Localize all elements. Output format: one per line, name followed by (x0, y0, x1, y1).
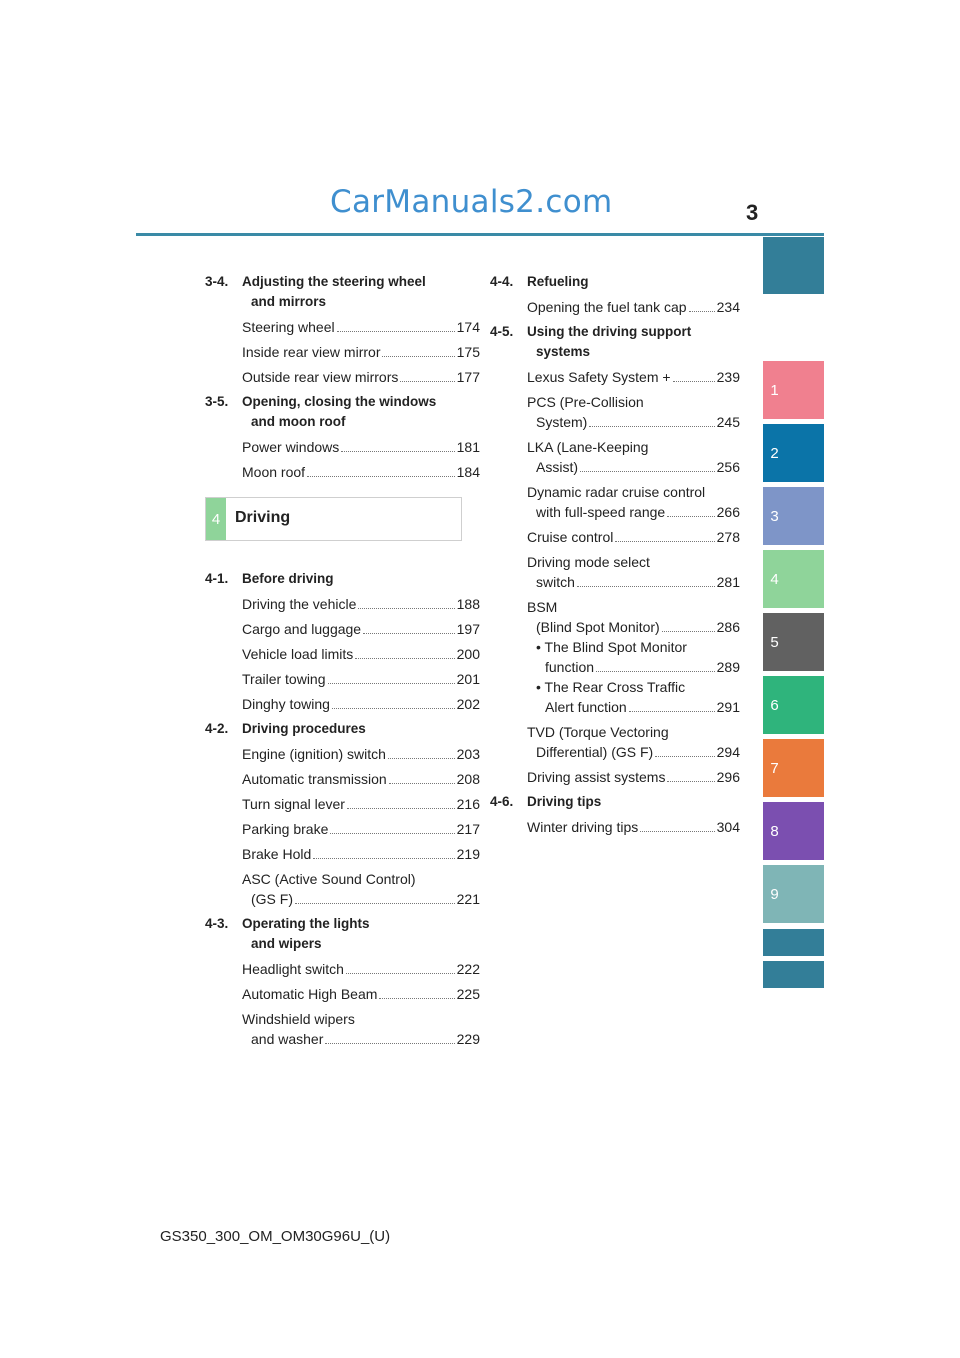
toc-entry[interactable]: PCS (Pre-Collision System) 245 (527, 394, 740, 430)
watermark: CarManuals2.com (330, 184, 613, 220)
toc-entry[interactable]: Dinghy towing 202 (242, 696, 480, 712)
chapter-banner (205, 497, 462, 541)
toc-entry[interactable]: Power windows 181 (242, 439, 480, 455)
toc-entry[interactable]: Headlight switch 222 (242, 961, 480, 977)
tab-6[interactable]: 6 (763, 676, 824, 734)
toc-subentry[interactable]: • The Rear Cross Traffic Alert function 291 (536, 679, 740, 715)
tab-top[interactable] (763, 237, 824, 294)
toc-entry[interactable]: Winter driving tips 304 (527, 819, 740, 835)
toc-right-column (490, 272, 740, 842)
tab-2[interactable]: 2 (763, 424, 824, 482)
section-heading: 3-4. Adjusting the steering wheel and mirrors (205, 274, 426, 309)
toc-entry[interactable]: Driving mode select switch 281 (527, 554, 740, 590)
section-tabs (763, 0, 824, 1358)
section-heading: 4-3. Operating the lights and wipers (205, 916, 370, 951)
toc-entry[interactable]: BSM (Blind Spot Monitor) 286 (527, 599, 740, 635)
toc-entry[interactable]: Outside rear view mirrors 177 (242, 369, 480, 385)
toc-entry[interactable]: Trailer towing 201 (242, 671, 480, 687)
page-number: 3 (746, 200, 759, 225)
toc-entry[interactable]: Parking brake 217 (242, 821, 480, 837)
toc-entry[interactable]: Automatic High Beam 225 (242, 986, 480, 1002)
toc-entry[interactable]: Turn signal lever 216 (242, 796, 480, 812)
toc-entry[interactable]: TVD (Torque Vectoring Differential) (GS F) 294 (527, 724, 740, 760)
tab-index-a[interactable] (763, 929, 824, 956)
chapter-number: 4 (206, 498, 226, 540)
section-heading: 4-2. Driving procedures (205, 721, 366, 736)
tab-index-b[interactable] (763, 961, 824, 988)
toc-entry[interactable]: Brake Hold 219 (242, 846, 480, 862)
chapter-title: Driving (235, 509, 291, 526)
toc-entry[interactable]: Opening the fuel tank cap 234 (527, 299, 740, 315)
toc-entry[interactable]: Dynamic radar cruise control with full-speed range 266 (527, 484, 740, 520)
section-heading: 4-5. Using the driving support systems (490, 324, 692, 359)
toc-entry[interactable]: Cruise control 278 (527, 529, 740, 545)
tab-7[interactable]: 7 (763, 739, 824, 797)
toc-entry[interactable]: Engine (ignition) switch 203 (242, 746, 480, 762)
section-heading: 4-6. Driving tips (490, 794, 602, 809)
document-code: GS350_300_OM_OM30G96U_(U) (160, 1228, 391, 1245)
toc-entry[interactable]: Moon roof 184 (242, 464, 480, 480)
toc-entry[interactable]: Driving the vehicle 188 (242, 596, 480, 612)
toc-entry[interactable]: Windshield wipers and washer 229 (242, 1011, 480, 1047)
toc-left-column (205, 272, 480, 1054)
toc-entry[interactable]: Lexus Safety System + 239 (527, 369, 740, 385)
toc-entry[interactable]: Vehicle load limits 200 (242, 646, 480, 662)
toc-entry[interactable]: Inside rear view mirror 175 (242, 344, 480, 360)
toc-entry[interactable]: Automatic transmission 208 (242, 771, 480, 787)
toc-entry[interactable]: ASC (Active Sound Control) (GS F) 221 (242, 871, 480, 907)
toc-entry[interactable]: LKA (Lane-Keeping Assist) 256 (527, 439, 740, 475)
tab-4[interactable]: 4 (763, 550, 824, 608)
section-heading: 3-5. Opening, closing the windows and moon roof (205, 394, 437, 429)
section-heading: 4-1. Before driving (205, 571, 334, 586)
tab-9[interactable]: 9 (763, 865, 824, 923)
tab-8[interactable]: 8 (763, 802, 824, 860)
section-heading: 4-4. Refueling (490, 274, 589, 289)
toc-entry[interactable]: Steering wheel 174 (242, 319, 480, 335)
header-rule (136, 233, 824, 236)
tab-3[interactable]: 3 (763, 487, 824, 545)
toc-entry[interactable]: Driving assist systems 296 (527, 769, 740, 785)
tab-5[interactable]: 5 (763, 613, 824, 671)
tab-1[interactable]: 1 (763, 361, 824, 419)
toc-subentry[interactable]: • The Blind Spot Monitor function 289 (536, 639, 740, 675)
toc-entry[interactable]: Cargo and luggage 197 (242, 621, 480, 637)
